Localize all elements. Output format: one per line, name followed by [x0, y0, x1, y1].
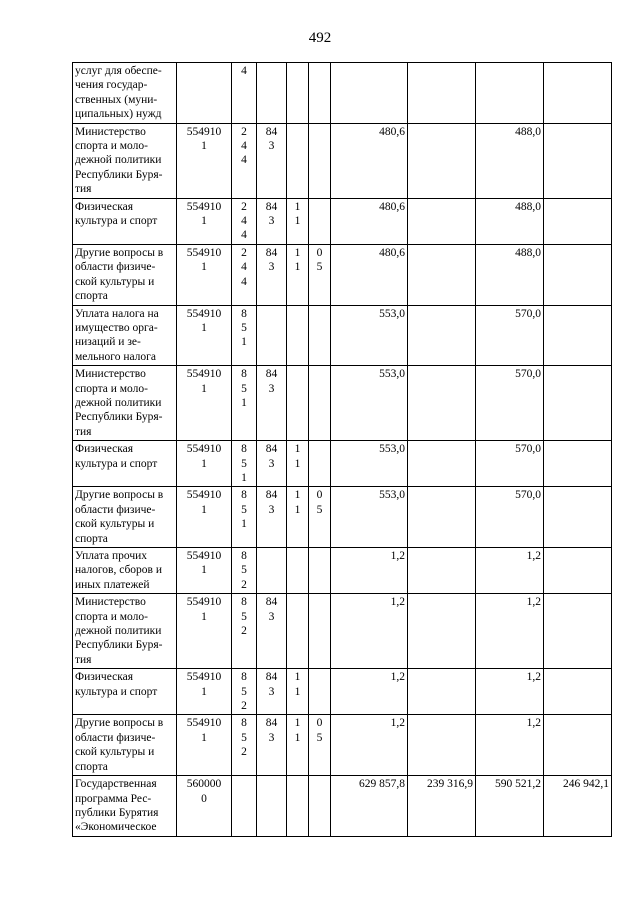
amount-2 — [408, 669, 476, 715]
amount-3: 1,2 — [476, 594, 544, 669]
amount-2 — [408, 594, 476, 669]
subsection-code: 0 5 — [309, 715, 331, 776]
department-code: 84 3 — [257, 366, 287, 441]
section-code: 1 1 — [287, 441, 309, 487]
amount-4: 246 942,1 — [544, 776, 612, 837]
department-code: 84 3 — [257, 244, 287, 305]
expense-type-code: 8 5 2 — [232, 548, 257, 594]
amount-1: 480,6 — [331, 244, 408, 305]
expense-type-code: 2 4 4 — [232, 198, 257, 244]
subsection-code — [309, 548, 331, 594]
amount-4 — [544, 548, 612, 594]
target-article-code: 554910 1 — [177, 487, 232, 548]
amount-1: 480,6 — [331, 123, 408, 198]
target-article-code — [177, 63, 232, 124]
subsection-code — [309, 669, 331, 715]
amount-4 — [544, 244, 612, 305]
subsection-code — [309, 776, 331, 837]
row-name-cell: Физическая культура и спорт — [73, 441, 177, 487]
expense-type-code: 8 5 1 — [232, 305, 257, 366]
amount-2 — [408, 441, 476, 487]
row-name-cell: Уплата прочих налогов, сборов и иных платежей — [73, 548, 177, 594]
target-article-code: 554910 1 — [177, 441, 232, 487]
section-code — [287, 548, 309, 594]
department-code: 84 3 — [257, 487, 287, 548]
row-name-cell: Министерство спорта и моло- дежной политики Республики Буря- тия — [73, 366, 177, 441]
amount-2 — [408, 63, 476, 124]
subsection-code — [309, 441, 331, 487]
amount-3: 488,0 — [476, 198, 544, 244]
amount-1: 553,0 — [331, 441, 408, 487]
amount-4 — [544, 198, 612, 244]
amount-1 — [331, 63, 408, 124]
section-code — [287, 366, 309, 441]
amount-4 — [544, 669, 612, 715]
table-row — [73, 244, 612, 305]
subsection-code — [309, 305, 331, 366]
table-row — [73, 715, 612, 776]
section-code: 1 1 — [287, 715, 309, 776]
row-name-cell: Другие вопросы в области физиче- ской культуры и спорта — [73, 244, 177, 305]
amount-2 — [408, 366, 476, 441]
row-name-cell: Физическая культура и спорт — [73, 198, 177, 244]
amount-2 — [408, 123, 476, 198]
row-name-cell: Другие вопросы в области физиче- ской культуры и спорта — [73, 487, 177, 548]
section-code — [287, 305, 309, 366]
row-name-cell: Другие вопросы в области физиче- ской культуры и спорта — [73, 715, 177, 776]
table-row — [73, 594, 612, 669]
amount-1: 1,2 — [331, 548, 408, 594]
row-name-cell: Уплата налога на имущество орга- низаций и зе- мельного налога — [73, 305, 177, 366]
target-article-code: 554910 1 — [177, 305, 232, 366]
table-row — [73, 305, 612, 366]
department-code: 84 3 — [257, 715, 287, 776]
section-code — [287, 776, 309, 837]
department-code — [257, 63, 287, 124]
table-row — [73, 123, 612, 198]
subsection-code — [309, 594, 331, 669]
row-name-cell: Физическая культура и спорт — [73, 669, 177, 715]
subsection-code — [309, 123, 331, 198]
section-code: 1 1 — [287, 244, 309, 305]
expense-type-code: 8 5 2 — [232, 715, 257, 776]
amount-4 — [544, 305, 612, 366]
amount-4 — [544, 487, 612, 548]
subsection-code — [309, 198, 331, 244]
amount-3: 1,2 — [476, 715, 544, 776]
table-row — [73, 548, 612, 594]
amount-1: 1,2 — [331, 669, 408, 715]
target-article-code: 554910 1 — [177, 244, 232, 305]
table-row — [73, 776, 612, 837]
amount-1: 553,0 — [331, 305, 408, 366]
department-code: 84 3 — [257, 441, 287, 487]
target-article-code: 554910 1 — [177, 715, 232, 776]
amount-2 — [408, 305, 476, 366]
amount-1: 553,0 — [331, 487, 408, 548]
target-article-code: 554910 1 — [177, 198, 232, 244]
page-number: 492 — [308, 30, 332, 46]
amount-3: 488,0 — [476, 123, 544, 198]
amount-1: 480,6 — [331, 198, 408, 244]
expense-type-code — [232, 776, 257, 837]
target-article-code: 554910 1 — [177, 594, 232, 669]
amount-4 — [544, 366, 612, 441]
amount-1: 1,2 — [331, 594, 408, 669]
amount-2 — [408, 487, 476, 548]
department-code: 84 3 — [257, 123, 287, 198]
amount-3: 570,0 — [476, 366, 544, 441]
expense-type-code: 2 4 4 — [232, 244, 257, 305]
subsection-code — [309, 63, 331, 124]
table-row — [73, 487, 612, 548]
target-article-code: 560000 0 — [177, 776, 232, 837]
amount-3: 488,0 — [476, 244, 544, 305]
row-name-cell: Министерство спорта и моло- дежной политики Республики Буря- тия — [73, 594, 177, 669]
department-code — [257, 776, 287, 837]
expense-type-code: 8 5 2 — [232, 594, 257, 669]
amount-2 — [408, 715, 476, 776]
subsection-code: 0 5 — [309, 244, 331, 305]
row-name-cell: Государственная программа Рес- публики Бурятия «Экономическое — [73, 776, 177, 837]
department-code: 84 3 — [257, 594, 287, 669]
expense-type-code: 2 4 4 — [232, 123, 257, 198]
table-row — [73, 441, 612, 487]
expense-type-code: 8 5 1 — [232, 366, 257, 441]
amount-1: 1,2 — [331, 715, 408, 776]
table-row — [73, 366, 612, 441]
section-code — [287, 594, 309, 669]
amount-3 — [476, 63, 544, 124]
expense-type-code: 8 5 1 — [232, 441, 257, 487]
amount-2 — [408, 244, 476, 305]
expense-type-code: 8 5 1 — [232, 487, 257, 548]
target-article-code: 554910 1 — [177, 366, 232, 441]
expense-type-code: 8 5 2 — [232, 669, 257, 715]
amount-1: 553,0 — [331, 366, 408, 441]
amount-3: 570,0 — [476, 487, 544, 548]
section-code — [287, 63, 309, 124]
table-row — [73, 198, 612, 244]
amount-4 — [544, 594, 612, 669]
amount-4 — [544, 715, 612, 776]
amount-3: 570,0 — [476, 441, 544, 487]
amount-4 — [544, 63, 612, 124]
budget-table — [72, 62, 612, 837]
section-code: 1 1 — [287, 669, 309, 715]
target-article-code: 554910 1 — [177, 123, 232, 198]
target-article-code: 554910 1 — [177, 669, 232, 715]
amount-2 — [408, 198, 476, 244]
section-code: 1 1 — [287, 198, 309, 244]
amount-2: 239 316,9 — [408, 776, 476, 837]
expense-type-code: 4 — [232, 63, 257, 124]
section-code: 1 1 — [287, 487, 309, 548]
table-row — [73, 669, 612, 715]
subsection-code: 0 5 — [309, 487, 331, 548]
amount-1: 629 857,8 — [331, 776, 408, 837]
amount-3: 1,2 — [476, 548, 544, 594]
department-code: 84 3 — [257, 669, 287, 715]
section-code — [287, 123, 309, 198]
amount-4 — [544, 123, 612, 198]
row-name-cell: услуг для обеспе- чения государ- ственных (муни- ципальных) нужд — [73, 63, 177, 124]
department-code — [257, 548, 287, 594]
table-row — [73, 63, 612, 124]
department-code — [257, 305, 287, 366]
subsection-code — [309, 366, 331, 441]
amount-3: 1,2 — [476, 669, 544, 715]
amount-2 — [408, 548, 476, 594]
amount-4 — [544, 441, 612, 487]
target-article-code: 554910 1 — [177, 548, 232, 594]
row-name-cell: Министерство спорта и моло- дежной политики Республики Буря- тия — [73, 123, 177, 198]
amount-3: 590 521,2 — [476, 776, 544, 837]
department-code: 84 3 — [257, 198, 287, 244]
amount-3: 570,0 — [476, 305, 544, 366]
